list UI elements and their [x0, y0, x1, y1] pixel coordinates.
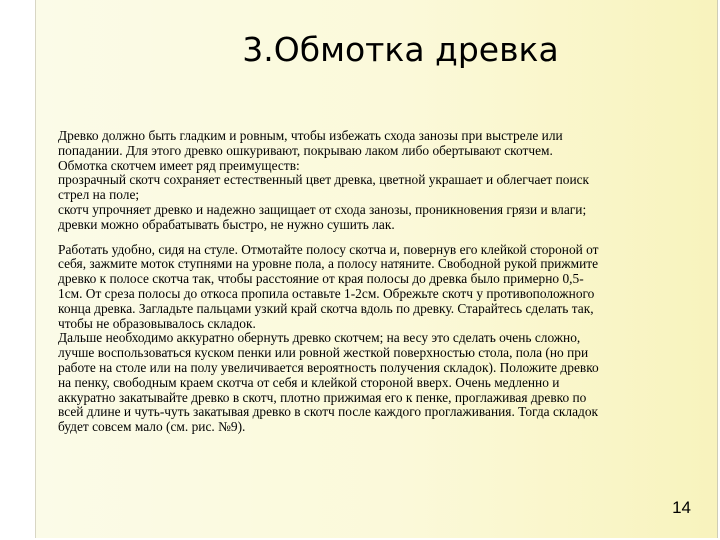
text-line: древко к полосе скотча так, чтобы расстояние от края полосы до древка было примерно 0,5-: [58, 271, 584, 287]
text-line: Древко должно быть гладким и ровным, чтобы избежать схода занозы при выстреле или: [58, 128, 563, 143]
text-line: будет совсем мало (см. рис. №9).: [58, 419, 246, 435]
text-line: Дальше необходимо аккуратно обернуть древко скотчем; на весу это сделать очень сложно,: [58, 330, 581, 346]
text-line: древки можно обрабатывать быстро, не нужно сушить лак.: [58, 216, 395, 232]
text-line: скотч упрочняет древко и надежно защищает от схода занозы, проникновения грязи и влаги;: [58, 201, 587, 217]
text-line: всей длине и чуть-чуть закатывая древко в скотч после каждого проглаживания. Тогда складок: [58, 404, 599, 420]
slide-title: 3.Обмотка древка: [242, 30, 559, 69]
text-line: прозрачный скотч сохраняет естественный цвет древка, цветной украшает и облегчает поиск: [58, 172, 590, 188]
text-line: 1см. От среза полосы до откоса пропила оставьте 1-2см. Обрежьте скотч у противоположного: [58, 285, 595, 301]
text-line: стрел на поле;: [58, 187, 140, 203]
text-line: Работать удобно, сидя на стуле. Отмотайте полосу скотча и, повернув его клейкой стороной от: [58, 241, 599, 257]
text-line: попадании. Для этого древко ошкуривают, покрываю лаком либо обертывают скотчем.: [58, 142, 553, 158]
text-line: на пенку, свободным краем скотча от себя и клейкой стороной вверх. Очень медленно и: [58, 374, 560, 390]
text-line: лучше воспользоваться куском пенки или ровной жесткой поверхностью стола, пола (но при: [58, 345, 589, 361]
text-line: аккуратно закатывайте древко в скотч, плотно прижимая его к пенке, проглаживая древко по: [58, 389, 587, 405]
text-line: себя, зажмите моток ступнями на уровне пола, а полосу натяните. Свободной рукой прижмите: [58, 256, 599, 272]
page-number: 14: [672, 498, 691, 517]
slide-body: [58, 129, 678, 435]
slide: [35, 0, 718, 538]
text-line: конца древка. Загладьте пальцами узкий край скотча вдоль по древку. Старайтесь сделать так,: [58, 300, 594, 316]
paragraph-1: [58, 129, 678, 233]
paragraph-2: [58, 243, 678, 435]
text-line: работе на столе или на полу увеличивается вероятность получения складок). Положите древко: [58, 359, 599, 375]
text-line: Обмотка скотчем имеет ряд преимуществ:: [58, 157, 300, 173]
text-line: чтобы не образовывалось складок.: [58, 315, 256, 331]
